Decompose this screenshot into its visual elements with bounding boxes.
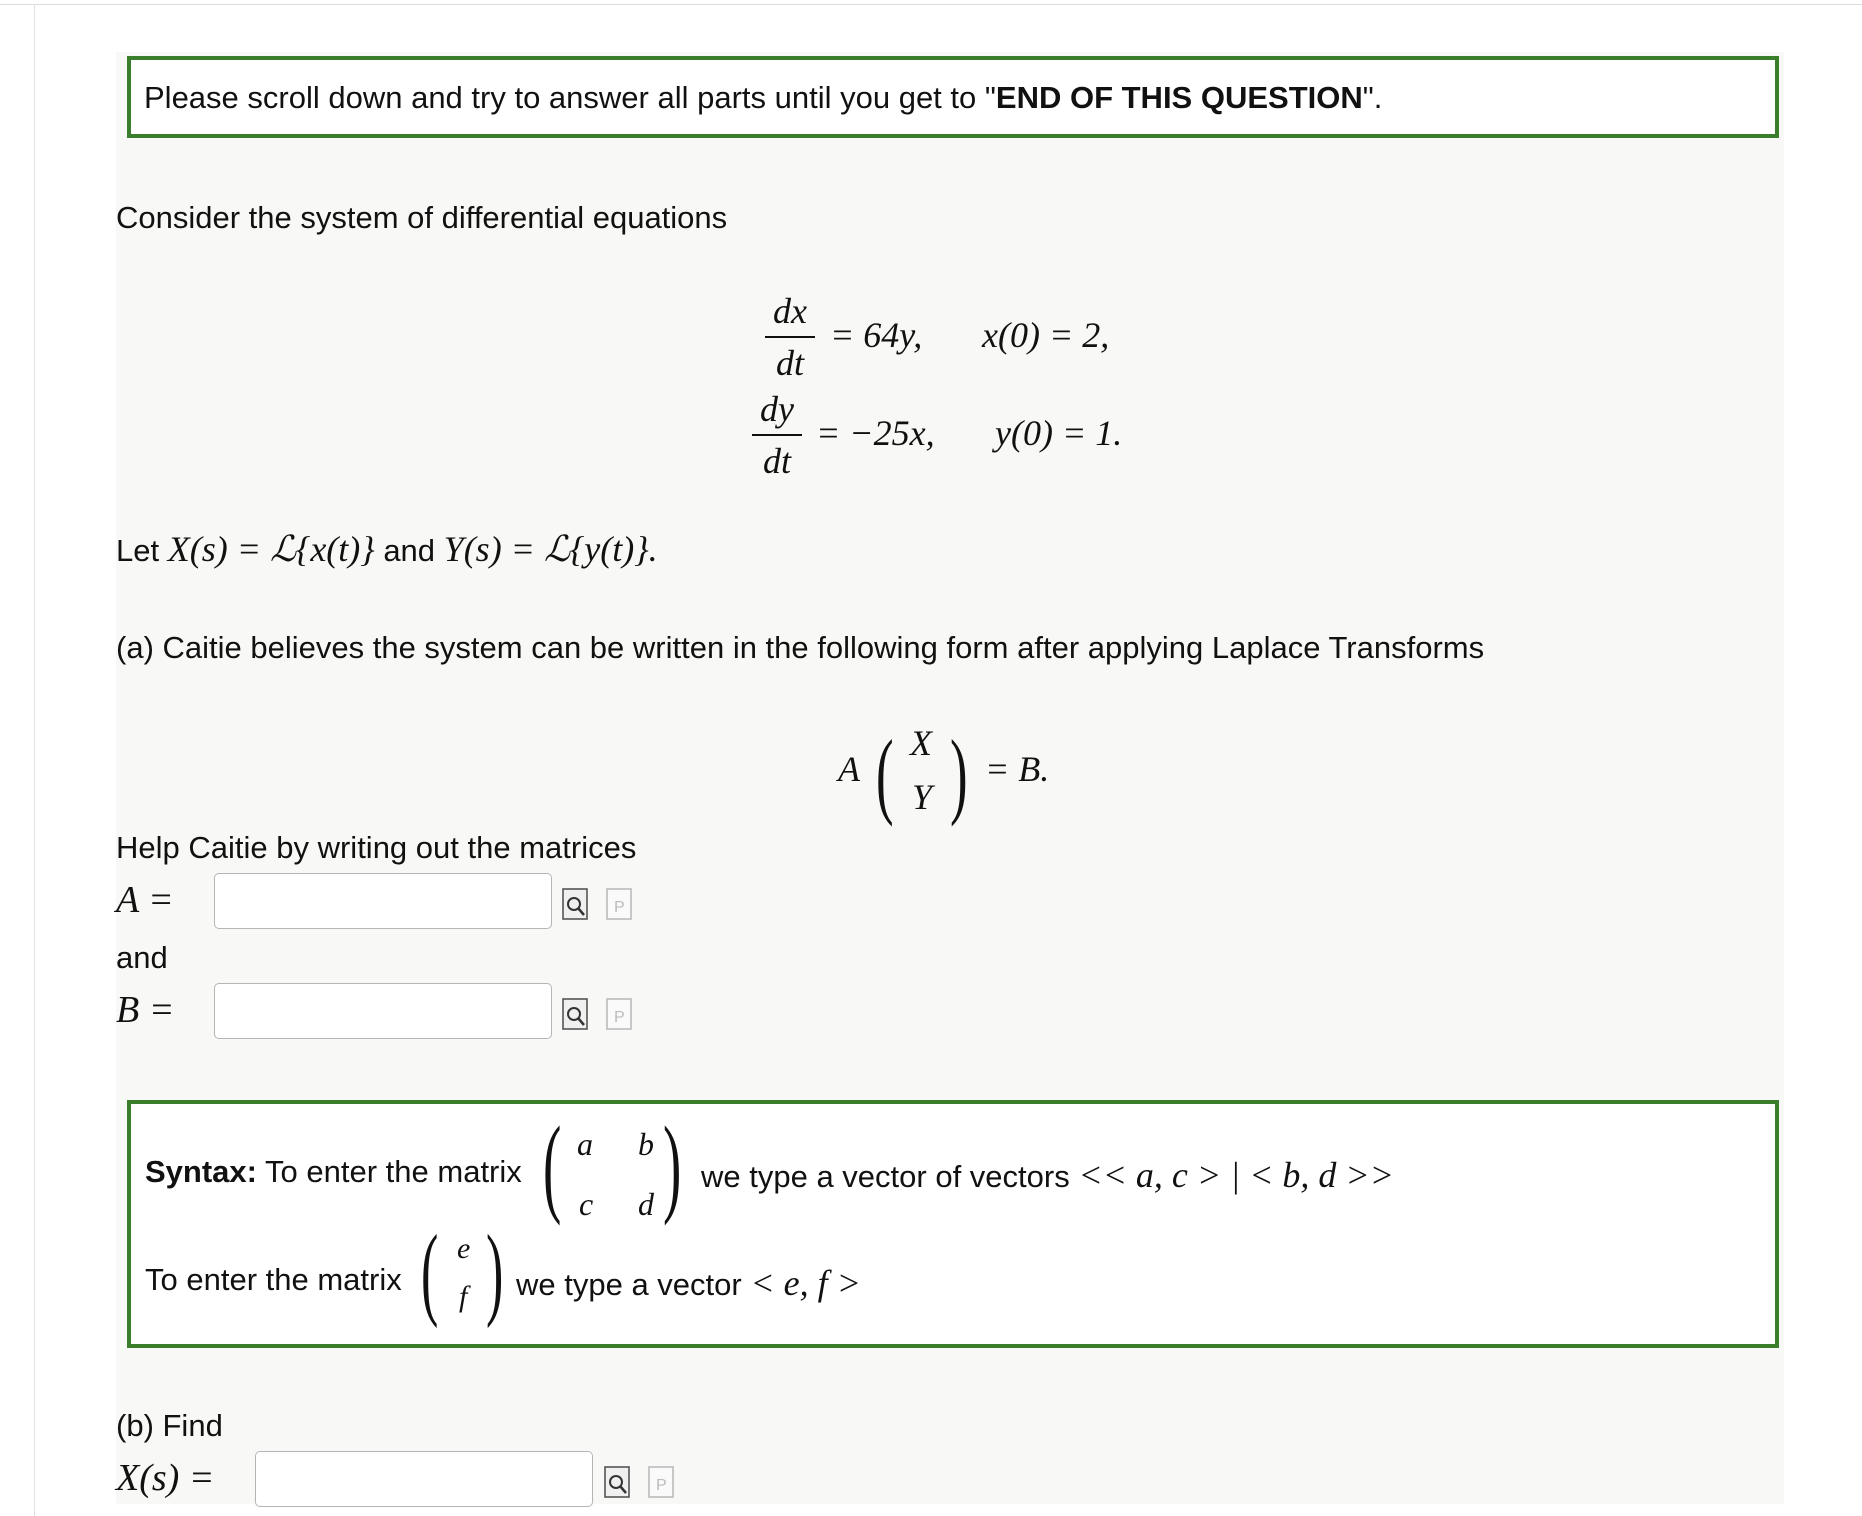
matrix-b: b bbox=[638, 1126, 654, 1162]
svg-text:P: P bbox=[614, 899, 625, 916]
part-a-statement: (a) Caitie believes the system can be written in the following form after applying Laplace Transforms bbox=[116, 630, 1485, 665]
syntax-line2-code: < e, f > bbox=[750, 1263, 861, 1303]
page-p-icon[interactable] bbox=[606, 998, 632, 1030]
page-p-icon[interactable] bbox=[606, 888, 632, 920]
and-word: and bbox=[383, 533, 436, 568]
eq2-numerator: dy bbox=[760, 389, 794, 429]
matrix-c: c bbox=[579, 1186, 594, 1222]
syntax-line1-code: << a, c > | < b, d >> bbox=[1078, 1155, 1394, 1195]
eq2-denominator: dt bbox=[762, 441, 791, 481]
def-y: Y(s) = ℒ{y(t)}. bbox=[443, 529, 658, 569]
matrix-a: a bbox=[577, 1126, 593, 1162]
eq2-rhs: = −25x, bbox=[816, 413, 935, 453]
eq1-rhs: = 64y, bbox=[830, 315, 923, 355]
eq2-fraction-bar bbox=[752, 434, 802, 436]
syntax-line1-post-text: we type a vector of vectors bbox=[701, 1159, 1070, 1194]
label-x: X(s) = bbox=[116, 1457, 215, 1499]
eq1-initial-condition: x(0) = 2, bbox=[982, 315, 1110, 355]
preview-magnifier-icon[interactable] bbox=[562, 888, 588, 920]
matrix-a-input[interactable] bbox=[214, 873, 552, 929]
form-left-paren: ( bbox=[876, 720, 894, 827]
laplace-definition bbox=[116, 528, 658, 570]
matrix-right-paren: ) bbox=[663, 1104, 682, 1226]
syntax-help-box bbox=[127, 1100, 1779, 1348]
form-a: A bbox=[838, 749, 860, 789]
and-text: and bbox=[116, 940, 168, 975]
label-a: A = bbox=[116, 879, 174, 921]
form-right-paren: ) bbox=[950, 720, 968, 827]
matrix-b-input[interactable] bbox=[214, 983, 552, 1039]
notice-bold: END OF THIS QUESTION bbox=[995, 80, 1363, 115]
svg-text:P: P bbox=[614, 1009, 625, 1026]
form-rhs: = B. bbox=[985, 749, 1050, 789]
scroll-notice bbox=[144, 80, 1382, 116]
page-p-icon[interactable] bbox=[648, 1466, 674, 1498]
vector-right-paren: ) bbox=[486, 1214, 504, 1329]
notice-prefix: Please scroll down and try to answer all parts until you get to " bbox=[144, 80, 996, 115]
syntax-line2-post bbox=[516, 1262, 861, 1304]
eq2-initial-condition: y(0) = 1. bbox=[995, 413, 1123, 453]
help-text: Help Caitie by writing out the matrices bbox=[116, 830, 637, 865]
preview-magnifier-icon[interactable] bbox=[604, 1466, 630, 1498]
top-divider bbox=[0, 4, 1862, 5]
syntax-bold: Syntax: bbox=[145, 1154, 257, 1189]
matrix-left-paren: ( bbox=[543, 1104, 562, 1226]
form-x: X bbox=[910, 723, 932, 763]
syntax-line1-pre bbox=[145, 1154, 522, 1190]
notice-suffix: ". bbox=[1362, 80, 1383, 115]
svg-text:P: P bbox=[656, 1477, 667, 1494]
eq1-denominator: dt bbox=[775, 343, 804, 383]
vector-e: e bbox=[457, 1232, 471, 1265]
left-divider bbox=[34, 4, 35, 1516]
def-x: X(s) = ℒ{x(t)} bbox=[167, 529, 375, 569]
vector-f: f bbox=[459, 1280, 468, 1313]
let-word: Let bbox=[116, 533, 160, 568]
syntax-line2-pre: To enter the matrix bbox=[145, 1262, 402, 1297]
label-b: B = bbox=[116, 989, 175, 1031]
matrix-d: d bbox=[638, 1186, 654, 1222]
eq1-numerator: dx bbox=[773, 291, 807, 331]
eq1-fraction-bar bbox=[765, 336, 815, 338]
eq1-fraction bbox=[765, 290, 815, 384]
vector-left-paren: ( bbox=[421, 1214, 439, 1329]
part-b-statement: (b) Find bbox=[116, 1408, 223, 1443]
form-y: Y bbox=[912, 777, 933, 817]
syntax-line2-post-text: we type a vector bbox=[516, 1267, 742, 1302]
syntax-line1-pre-text: To enter the matrix bbox=[265, 1154, 522, 1189]
preview-magnifier-icon[interactable] bbox=[562, 998, 588, 1030]
scroll-notice-box bbox=[127, 56, 1779, 138]
x-of-s-input[interactable] bbox=[255, 1451, 593, 1507]
syntax-line1-post bbox=[701, 1154, 1394, 1196]
eq2-fraction bbox=[752, 388, 802, 482]
intro-text: Consider the system of differential equations bbox=[116, 200, 728, 235]
